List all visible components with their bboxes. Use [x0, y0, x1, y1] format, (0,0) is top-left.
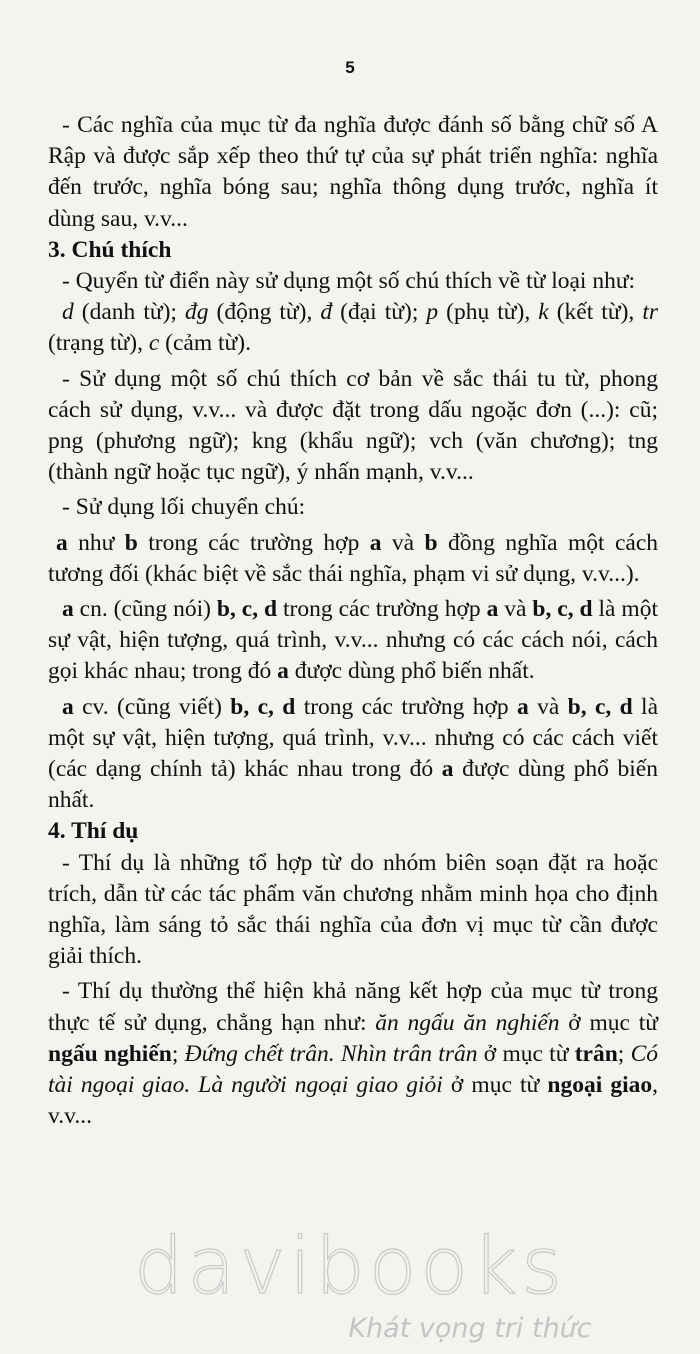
headword: ngoại giao — [547, 1072, 653, 1099]
text: cv. (cũng viết) — [73, 693, 231, 720]
text: (phụ từ), — [438, 299, 539, 326]
example: Đứng chết trân. Nhìn trân trân — [184, 1040, 478, 1067]
paragraph-examples-definition: - Thí dụ là những tổ hợp từ do nhóm biên soạn đặt ra hoặc trích, dẫn từ các tác phẩm văn chương nhằm minh họa cho định nghĩa, làm sáng tỏ sắc thái nghĩa của đơn vị mục từ cần được giải thích. — [48, 849, 658, 970]
headword: trân — [574, 1040, 618, 1067]
term: b, c, d — [567, 693, 633, 720]
text: được dùng phổ biến nhất. — [288, 658, 535, 685]
term: a — [56, 529, 68, 556]
term: b, c, d — [230, 693, 296, 720]
term: b, c, d — [532, 596, 593, 623]
paragraph-cross-reference-intro: - Sử dụng lối chuyển chú: — [62, 494, 306, 521]
paragraph-cn-note — [48, 594, 658, 688]
page-body — [48, 110, 658, 1133]
abbr-tr: tr — [642, 299, 658, 326]
text: (động từ), — [208, 299, 321, 326]
paragraph-pos-abbreviations — [48, 297, 658, 359]
term: a — [62, 693, 74, 720]
paragraph-style-notes: - Sử dụng một số chú thích cơ bản về sắc thái tu từ, phong cách sử dụng, v.v... và được đặt trong dấu ngoặc đơn (...): cũ; png (phương ngữ); kng (khẩu ngữ); vch (văn chương); tng (thành ngữ hoặc tục ngữ), ý nhấn mạnh, v.v... — [48, 365, 658, 486]
paragraph-notes-intro: - Quyển từ điển này sử dụng một số chú thích về từ loại như: — [62, 268, 636, 295]
abbr-k: k — [538, 299, 549, 326]
abbr-p: p — [426, 299, 439, 326]
term: b, c, d — [216, 596, 278, 623]
watermark-slogan: Khát vọng tri thức — [348, 1313, 592, 1344]
text: trong các trường hợp — [137, 529, 370, 556]
text: (đại từ); — [332, 299, 427, 326]
page-number: 5 — [345, 58, 355, 77]
paragraph-examples-usage — [48, 976, 658, 1132]
text: đồng nghĩa một cách tương đối (khác biệt về sắc thái nghĩa, phạm vi sử dụng, v.v...). — [48, 529, 659, 587]
example: Có tài ngoại giao. Là người ngoại giao giỏi — [48, 1040, 659, 1099]
term: a — [369, 529, 382, 556]
term: a — [486, 596, 499, 623]
text: và — [528, 693, 568, 720]
example: ăn ngấu ăn nghiến — [375, 1009, 560, 1036]
term: b — [424, 529, 438, 556]
paragraph-synonym-note — [48, 528, 658, 590]
watermark-brand: davibooks — [134, 1222, 566, 1312]
text: như — [67, 529, 125, 556]
text: trong các trường hợp — [295, 693, 517, 720]
text: trong các trường hợp — [277, 596, 487, 623]
text: (danh từ); — [73, 299, 185, 326]
text: và — [381, 529, 425, 556]
text: ; — [617, 1040, 631, 1067]
text: (trạng từ), — [48, 330, 149, 357]
text: ; — [171, 1040, 185, 1067]
abbr-dd: đ — [320, 299, 333, 326]
term: a — [62, 596, 74, 623]
section-heading-notes: 3. Chú thích — [48, 236, 172, 263]
text: ở mục từ — [442, 1072, 548, 1099]
text: là một sự vật, hiện tượng, quá trình, v.v... nhưng có các cách viết (các dạng chính tả) khác nhau trong đó — [48, 693, 659, 783]
section-heading-examples: 4. Thí dụ — [48, 818, 139, 845]
text: và — [498, 596, 533, 623]
text: ở mục từ — [559, 1009, 658, 1036]
text: ở mục từ — [477, 1040, 575, 1067]
paragraph-sense-numbering: - Các nghĩa của mục từ đa nghĩa được đánh số bằng chữ số A Rập và được sắp xếp theo thứ tự của sự phát triển nghĩa: nghĩa đến trước, nghĩa bóng sau; nghĩa thông dụng trước, nghĩa ít dùng sau, v.v... — [48, 112, 658, 232]
headword: ngấu nghiến — [48, 1040, 172, 1067]
text: - Thí dụ thường thể hiện khả năng kết hợp của mục từ trong thực tế sử dụng, chẳng hạn như: — [48, 978, 658, 1036]
abbr-d: d — [62, 299, 74, 326]
term: a — [516, 693, 529, 720]
abbr-c: c — [148, 330, 160, 357]
term: a — [441, 756, 454, 783]
text: (cảm từ). — [159, 330, 251, 357]
text: , v.v... — [48, 1072, 658, 1130]
text: (kết từ), — [548, 299, 643, 326]
paragraph-cv-note — [48, 692, 658, 817]
text: cn. (cũng nói) — [73, 596, 217, 623]
text: là một sự vật, hiện tượng, quá trình, v.v... nhưng có các cách nói, cách gọi khác nhau; trong đó — [48, 596, 658, 685]
term: a — [277, 658, 289, 685]
term: b — [124, 529, 138, 556]
abbr-dg: đg — [184, 299, 209, 326]
text: được dùng phổ biến nhất. — [48, 756, 658, 814]
